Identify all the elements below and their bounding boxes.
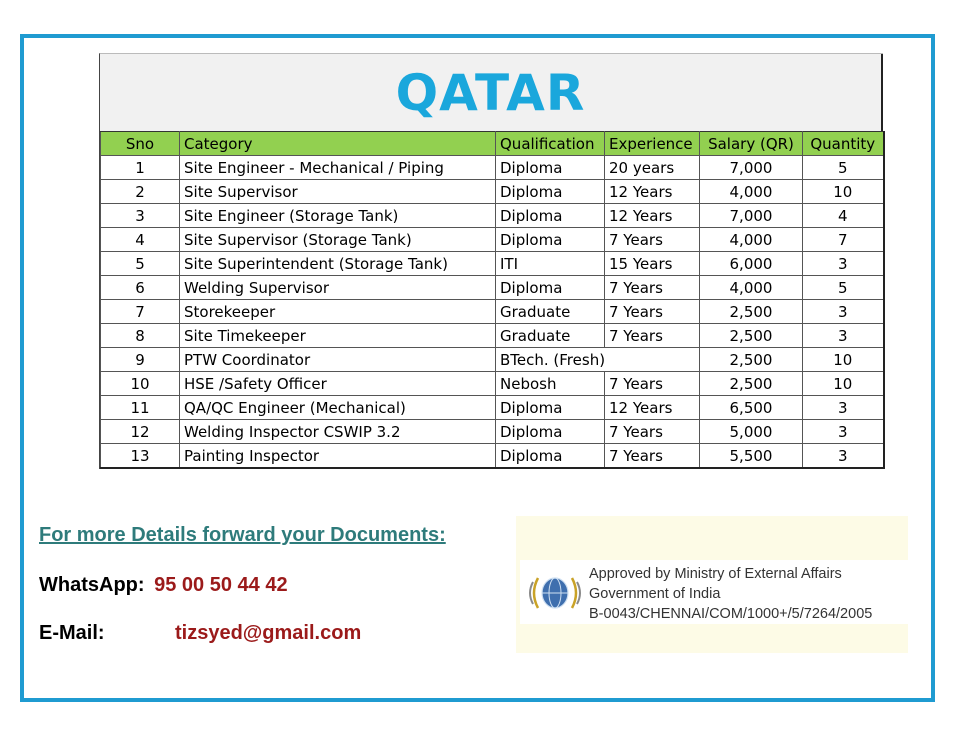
table-row (101, 204, 884, 228)
table-row (101, 180, 884, 204)
header-sno: Sno (101, 132, 180, 156)
table-row (101, 420, 884, 444)
cell-sno: 1 (101, 156, 180, 180)
header-salary: Salary (QR) (700, 132, 803, 156)
whatsapp-label: WhatsApp: (39, 574, 145, 596)
cell-quantity: 3 (803, 252, 884, 276)
cell-salary: 4,000 (700, 180, 803, 204)
cell-salary: 6,000 (700, 252, 803, 276)
header-experience: Experience (605, 132, 700, 156)
cell-category: Site Timekeeper (180, 324, 496, 348)
cell-experience: 7 Years (605, 372, 700, 396)
cell-sno: 12 (101, 420, 180, 444)
table-body (101, 156, 884, 469)
cell-qualification: Diploma (496, 180, 605, 204)
header-qualification: Qualification (496, 132, 605, 156)
whatsapp-line (39, 574, 288, 597)
cell-qualification: Diploma (496, 420, 605, 444)
cell-qualification: BTech. (Fresh) (496, 348, 605, 372)
email-label: E-Mail: (39, 622, 105, 644)
cell-experience: 12 Years (605, 204, 700, 228)
table-header-row (101, 132, 884, 156)
cell-quantity: 3 (803, 396, 884, 420)
cell-category: Painting Inspector (180, 444, 496, 469)
cell-quantity: 5 (803, 156, 884, 180)
cell-qualification: Graduate (496, 324, 605, 348)
cell-experience (605, 348, 700, 372)
cell-qualification: Graduate (496, 300, 605, 324)
approval-line-2: Government of India (589, 586, 721, 602)
approval-text (589, 564, 872, 624)
cell-salary: 6,500 (700, 396, 803, 420)
cell-category: Site Engineer - Mechanical / Piping (180, 156, 496, 180)
cell-quantity: 5 (803, 276, 884, 300)
cell-salary: 7,000 (700, 156, 803, 180)
cell-salary: 5,000 (700, 420, 803, 444)
table-row (101, 276, 884, 300)
cell-quantity: 7 (803, 228, 884, 252)
approval-line-3: B-0043/CHENNAI/COM/1000+/5/7264/2005 (589, 606, 873, 622)
cell-experience: 7 Years (605, 324, 700, 348)
globe-logo-icon (528, 570, 582, 616)
cell-qualification: Diploma (496, 276, 605, 300)
cell-category: Site Superintendent (Storage Tank) (180, 252, 496, 276)
cell-qualification: Nebosh (496, 372, 605, 396)
table-row (101, 324, 884, 348)
table-row (101, 444, 884, 469)
cell-experience: 7 Years (605, 300, 700, 324)
cell-qualification: Diploma (496, 396, 605, 420)
cell-quantity: 10 (803, 372, 884, 396)
cell-experience: 12 Years (605, 180, 700, 204)
cell-quantity: 10 (803, 348, 884, 372)
cell-qualification: Diploma (496, 228, 605, 252)
cell-quantity: 4 (803, 204, 884, 228)
cell-experience: 12 Years (605, 396, 700, 420)
cell-experience: 7 Years (605, 420, 700, 444)
header-category: Category (180, 132, 496, 156)
table-row (101, 396, 884, 420)
cell-salary: 2,500 (700, 324, 803, 348)
table-row (101, 300, 884, 324)
cell-quantity: 10 (803, 180, 884, 204)
cell-experience: 7 Years (605, 444, 700, 469)
cell-category: Storekeeper (180, 300, 496, 324)
email-address[interactable]: tizsyed@gmail.com (175, 622, 362, 644)
table-row (101, 156, 884, 180)
page-title: QATAR (395, 63, 586, 122)
cell-salary: 5,500 (700, 444, 803, 469)
cell-quantity: 3 (803, 444, 884, 469)
cell-experience: 15 Years (605, 252, 700, 276)
approval-box (516, 516, 908, 653)
cell-sno: 6 (101, 276, 180, 300)
table-row (101, 372, 884, 396)
email-line (39, 622, 362, 645)
cell-quantity: 3 (803, 420, 884, 444)
cell-sno: 10 (101, 372, 180, 396)
job-table-container (99, 53, 883, 469)
cell-qualification: Diploma (496, 156, 605, 180)
cell-sno: 9 (101, 348, 180, 372)
cell-experience: 7 Years (605, 228, 700, 252)
title-banner (100, 54, 883, 131)
table-row (101, 348, 884, 372)
cell-category: Welding Inspector CSWIP 3.2 (180, 420, 496, 444)
cell-experience: 7 Years (605, 276, 700, 300)
cell-sno: 4 (101, 228, 180, 252)
table-row (101, 228, 884, 252)
whatsapp-number[interactable]: 95 00 50 44 42 (154, 574, 288, 596)
cell-salary: 4,000 (700, 228, 803, 252)
table-row (101, 252, 884, 276)
cell-sno: 7 (101, 300, 180, 324)
cell-category: Site Engineer (Storage Tank) (180, 204, 496, 228)
cell-category: HSE /Safety Officer (180, 372, 496, 396)
job-table (100, 131, 885, 469)
header-quantity: Quantity (803, 132, 884, 156)
cell-qualification: ITI (496, 252, 605, 276)
cell-sno: 8 (101, 324, 180, 348)
cell-sno: 2 (101, 180, 180, 204)
cell-category: Welding Supervisor (180, 276, 496, 300)
cell-category: Site Supervisor (Storage Tank) (180, 228, 496, 252)
cell-qualification: Diploma (496, 444, 605, 469)
cell-salary: 2,500 (700, 300, 803, 324)
cell-salary: 7,000 (700, 204, 803, 228)
cell-qualification: Diploma (496, 204, 605, 228)
cell-experience: 20 years (605, 156, 700, 180)
cell-quantity: 3 (803, 324, 884, 348)
cell-sno: 5 (101, 252, 180, 276)
approval-panel (520, 560, 908, 624)
cell-category: PTW Coordinator (180, 348, 496, 372)
cell-salary: 2,500 (700, 348, 803, 372)
cell-category: QA/QC Engineer (Mechanical) (180, 396, 496, 420)
cell-quantity: 3 (803, 300, 884, 324)
cell-sno: 13 (101, 444, 180, 469)
documents-heading: For more Details forward your Documents: (39, 524, 446, 546)
cell-sno: 11 (101, 396, 180, 420)
cell-sno: 3 (101, 204, 180, 228)
cell-salary: 4,000 (700, 276, 803, 300)
cell-salary: 2,500 (700, 372, 803, 396)
approval-line-1: Approved by Ministry of External Affairs (589, 566, 842, 582)
cell-category: Site Supervisor (180, 180, 496, 204)
